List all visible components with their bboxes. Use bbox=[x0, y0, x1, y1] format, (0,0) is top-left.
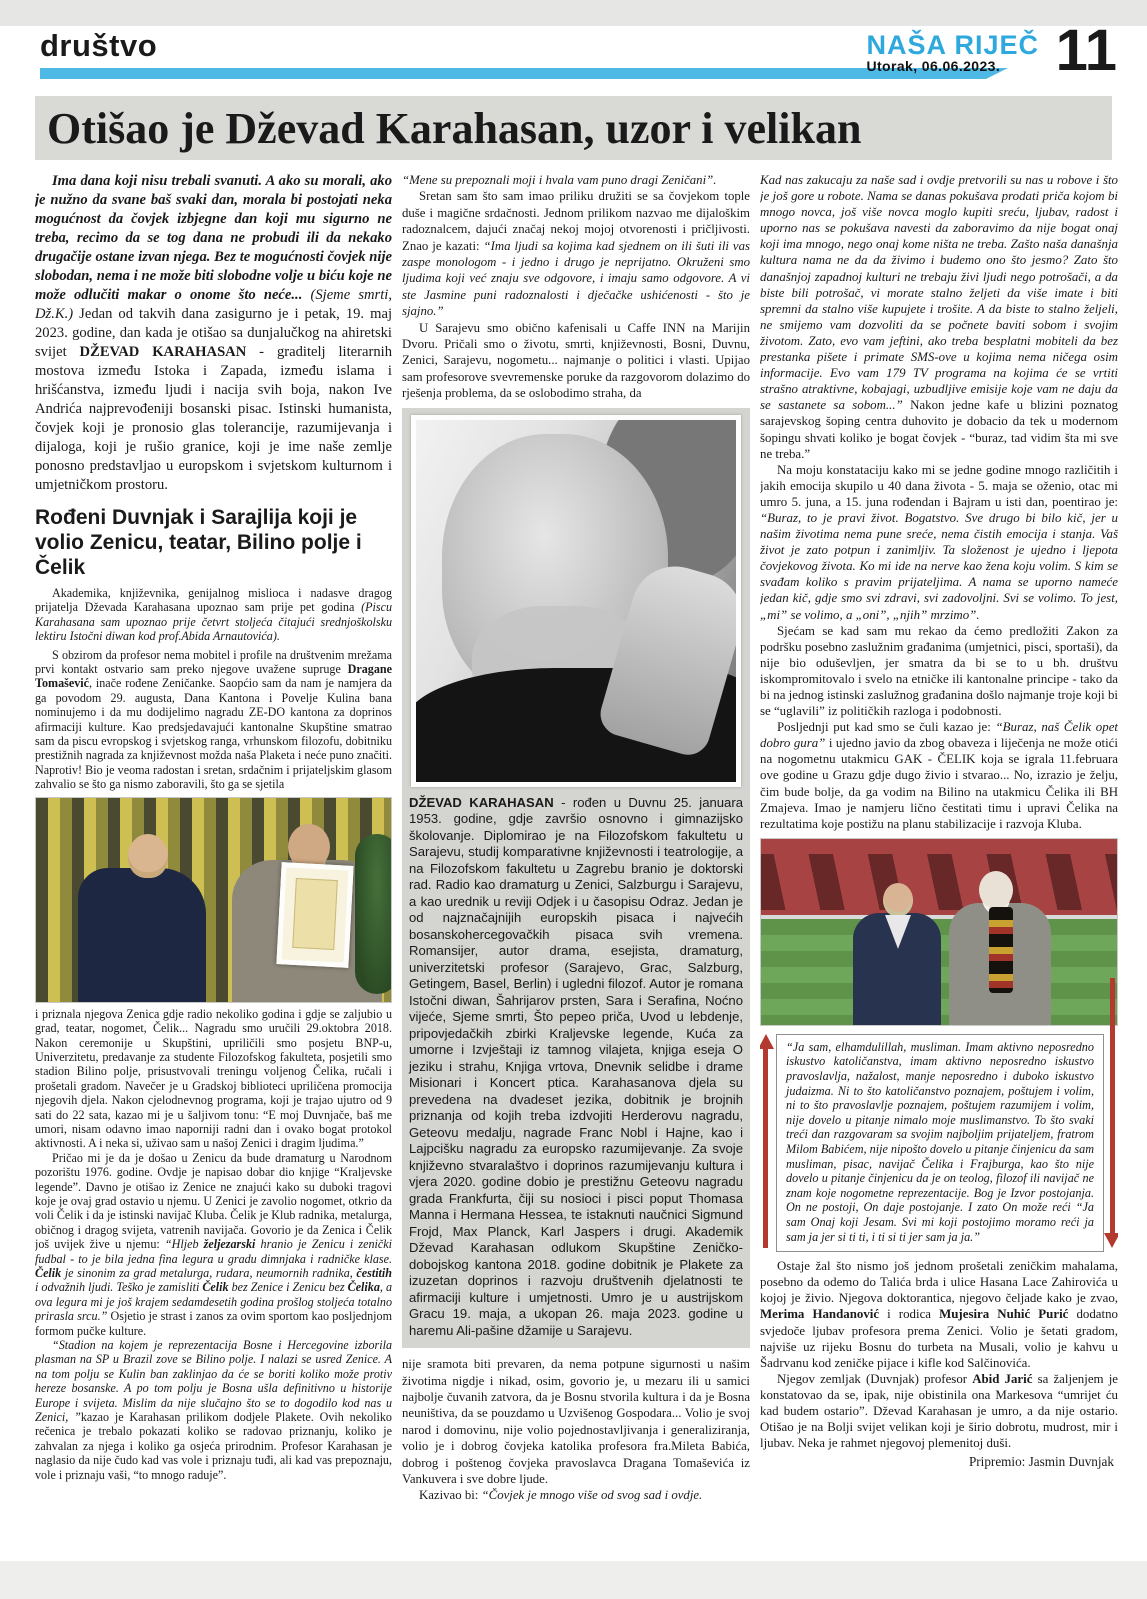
section-label: društvo bbox=[40, 28, 158, 63]
masthead-rule bbox=[40, 68, 1008, 79]
red-arrow-down-bar bbox=[1110, 978, 1115, 1234]
stadium-photo bbox=[760, 838, 1118, 1026]
paragraph: Njegov zemljak (Duvnjak) profesor Abid Jarić sa žaljenjem je konstatovao da se, ipak, nije obistinila ona Markesova “umrijet ću kad budem ostario”. Dževad Karahasan je umro, a da nije ostario. Otišao je na Bolji svijet velikan koji je širio dobrotu, mudrost, mir i ljubav. Neka je rahmet njegovoj plemenitoj duši. bbox=[760, 1371, 1118, 1451]
paragraph: S obzirom da profesor nema mobitel i profile na društvenim mrežama prvi kontakt ostvario sam preko njegove uvažene supruge Dragane Tomašević, inače rođene Zeničanke. Saopćio sam da nam je namjera da ga povodom 29. augusta, Dana Kantona i Povelje Kulina bana nominujemo i da mu dodijelimo nagradu ZE-DO kantona za doprinos afirmaciji kulture. Kao predsjedavajući kantonalne Skupštine smatrao sam da piscu evropskog i svjetskog ranga, vrhunskom filozofu, dobitniku prestižnih nagrada za književnost možda naša Plaketa i neće puno značiti. Naprotiv! Bio je veoma radostan i sretan, srdačnim i prijateljskim glasom zahvalio se što ga nismo zaboravili, što ga se sjetila bbox=[35, 647, 392, 792]
paragraph: Posljednji put kad smo se čuli kazao je: “Buraz, naš Čelik opet dobro gura” i ujedno javio da zbog obaveza i liječenja ne može otići na nogometnu utakmicu GAK - ČELIK koja se igrala 11.februara ove godine u Grazu gdje dugo živio i stvarao... No, izrazio je želju, čim bude bolje, da ga vodim na Bilino na utakmicu Čelika ili BH Zmajeva. Imao je namjeru lično čestitati timu i upravi Čelika na rezultatima koje postižu na planu stabilizacije i razvoja Kluba. bbox=[760, 720, 1118, 831]
headline-box bbox=[35, 96, 1112, 160]
newspaper-brand: NAŠA RIJEČ bbox=[866, 30, 1039, 60]
article-body bbox=[35, 172, 1118, 1559]
man-head bbox=[883, 883, 913, 917]
plaque-inner bbox=[292, 878, 338, 950]
man-in-suit-figure bbox=[78, 868, 206, 1003]
crosshead: Rođeni Duvnjak i Sarajlija koji je volio Zenicu, teatar, Bilino polje i Čelik bbox=[35, 506, 362, 579]
pull-quote-text: “Ja sam, elhamdulillah, musliman. Imam aktivno neposredno iskustvo katoličanstva, imam aktivno neposredno iskustvo pravoslavlja, nažalost, manje neposredno i duboko iskustvo judaizma. Ni to što katoličanstvo poznajem, poštujem i volim, ni to što pravoslavlje poznajem, poštujem razumijem i volim, nije dovelo u pitanje nimalo moje muslimanstvo. To što svaki treći dan razgovaram sa svojim najboljim prijateljem, fratrom Milom Babićem, nije nipošto dovelo u pitanje činjenicu da sam musliman, pisac, navijač Čelika i Frajburga, kao što nije dovelo u pitanje činjenicu da je on teolog, filozof ili navijač ne znam koje nogometne reprezentacije. Bog je Izvor postojanja. On ne postoji, On daje postojanje. I zato On može reći “Ja sam Onaj koji Jesam. Svi mi koji postojimo moramo reći ja sam ja jer si ti ti, i ti si ti jer sam ja ja.” bbox=[786, 1039, 1095, 1244]
page-number: 11 bbox=[1055, 18, 1117, 83]
paragraph: Pričao mi je da je došao u Zenicu da bude dramaturg u Narodnom pozorištu 1976. godine. Ovdje je napisao dobar dio knjige “Kraljevske legende”. Davno je otišao iz Zenice ne znajući kako su duboki tragovi koje je ovaj grad ostavio u njemu. U Zenici je zavolio nogomet, otkrio da voli Čelik i da je istinski navijač Kluba. Čelik je Klub radnika, metalurga, običnog i dragog svijeta, vatrenih navijača. Govorio je da Zenica i Čelik još uvijek žive u njemu: “Hljeb željezarski hranio je Zenicu i zenički fudbal - to je bila jedna fina legura u gradu dimnjaka i radničke klase. Čelik je sinonim za grad metalurga, rudara, neumornih radnika, čestitih i odvažnih ljudi. Teško je zamisliti Čelik bez Zenice i Zenicu bez Čelika, a ova legura mi je još krajem sedamdesetih godina prošlog stoljeća totalno prirasla srcu.” Osjetio je strast i zanos za ovim sportom kao posljednjom formom pučke kulture. bbox=[35, 1150, 392, 1338]
paragraph: U Sarajevu smo obično kafenisali u Caffe INN na Marijin Dvoru. Pričali smo o životu, smrti, književnosti, Bosni, Duvnu, Zenici, Sarajevu, nogometu... najmanje o politici i vlasti. Upijao sam profesorove svevremenske poruke da razgovorom dolazimo do rješenja problema, da se oslobodimo straha, da bbox=[402, 320, 750, 401]
red-arrow-up-bar bbox=[763, 1048, 768, 1248]
issue-date: Utorak, 06.06.2023. bbox=[866, 58, 1001, 74]
column-2 bbox=[402, 172, 750, 1559]
column-3 bbox=[760, 172, 1118, 1559]
celik-scarf bbox=[989, 907, 1013, 993]
red-arrow-up-icon bbox=[760, 1034, 774, 1049]
paragraph: Kazivao bi: “Čovjek je mnogo više od svog sad i ovdje. bbox=[419, 1488, 703, 1503]
award-ceremony-photo bbox=[35, 797, 392, 1003]
man-head bbox=[128, 834, 168, 878]
lead-paragraph: Ima dana koji nisu trebali svanuti. A ako su morali, ako je nužno da svane baš svaki dan, morala bi postojati neka mogućnost da čovjek izbjegne dan koji mu sigurno ne treba, recimo da se tog dana ne probudi ili da nekako drugačije ostane izvan njega. Bez te mogućnosti čovjek nije slobodan, nema i ne može biti slobodne volje u biću koje ne može odlučiti makar o onome što neće... (Sjeme smrti, Dž.K.) Jedan od takvih dana zasigurno je i petak, 19. maj 2023. godine, dan kada je otišao sa dunjalučkog na ahiretski svijet DŽEVAD KARAHASAN - graditelj literarnih mostova između Istoka i Zapada, između islama i hrišćanstva, između ljudi i nacija svih boja, nakon Ive Andrića najprevođeniji bosanski pisac. Istinski humanista, čovjek koji je pronosio glas tolerancije, razumijevanja i dijaloga, koji je rušio granice, koji je ime naše zemlje ponosno predstavljao u europskom i svjetskom kulturnom i umjetničkom prostoru. bbox=[35, 173, 392, 493]
karahasan-portrait-photo bbox=[416, 420, 736, 782]
masthead bbox=[40, 18, 1117, 86]
paragraph: Sretan sam što sam imao priliku družiti se sa čovjekom tople duše i magične srdačnosti. Jednom prilikom nazvao me dijaloškim radoznalcem, dajući značaj nekoj mojoj otvorenosti i pričljivosti. Znao je kazati: “Ima ljudi sa kojima kad sjednem on ili šuti ili vas zaspe monologom - i jedno i drugo je neprijatno. Okruženi smo ljudima koji već znaju sve odgovore, i imaju samo odgovore. A vi ste Jasmine puni radoznalosti i dječačke ushićenosti - što je sjajno.” bbox=[402, 189, 750, 319]
paragraph: Ostaje žal što nismo još jednom prošetali zeničkim mahalama, posebno da odemo do Talića brda i ulice Hasana Lace Zahirovića u kojoj je živio. Njegova doktorantica, njegovo čeljade kako je zvao, Merima Handanović i rodica Mujesira Nuhić Purić dodatno svjedoče ljubav profesora prema Zenici. Volio je šetati gradom, najviše uz rijeku Bosnu do turbeta na Musali, volio je kahvu u Šadrvanu kod zeničke pijace i kifle kod Salčinovića. bbox=[760, 1259, 1118, 1370]
paragraph: “Mene su prepoznali moji i hvala vam puno dragi Zeničani”. bbox=[402, 173, 717, 187]
plaque-certificate bbox=[276, 862, 353, 968]
karahasan-head bbox=[979, 871, 1013, 909]
paragraph: Na moju konstataciju kako mi se jedne godine mnogo različitih i jakih emocija skupilo u 40 dana života - 5. maja se oženio, otac mi umro 5. juna, a 15. juna rođendan i Bajram u isti dan, poentirao je: “Buraz, to je pravi život. Bogatstvo. Sve drugo bi bilo kič, jer u našim životima nema pune sreće, nema čistih emocija i stanja. Vaš život je zato potpun i zanimljiv. Ta složenost je ujedno i ljepota čovjekovog života. Ko mi ide na nerve kao žena koju volim. S kim se svađam koliko s pravim prijateljima. A nama se uporno nameće jedan kič, gdje smo svi zdravi, svi zadovoljni. Svi se volimo. To jest, „mi” se volimo, a „oni”, „njih” mrzimo”. bbox=[760, 462, 1118, 622]
page-top-margin bbox=[0, 0, 1147, 26]
paragraph: Sjećam se kad sam mu rekao da ćemo predložiti Zakon za podršku posebno zaslužnim građanima (umjetnici, pisci, sportaši), da nije bio oduševljen, jer smatra da bi se to u bh. društvu iskompromitovalo i svelo na etničke ili kantonalne principe - tako da bi na jednog istinski zaslužnog građanina došlo najmanje troje koji bi se “uglavili” iz političkih razloga i podobnosti. bbox=[760, 623, 1118, 719]
paragraph: “Stadion na kojem je reprezentacija Bosne i Hercegovine izborila plasman na SP u Brazil zove se Bilino polje. I nalazi se usred Zenice. A na tom polju se Kulin ban zaklinjao da će se boriti koliko može protiv hereze bosanske. A po tom polju je Bosna ušla definitivno u historije Europe i svijeta. Mislim da nije slučajno što se to dogodilo kod nas u Zenici, ”kazao je Karahasan prilikom dodjele Plakete. Ovih nekoliko rečenica je trebalo pokazati koliko se radovao priznanju, koliko je zahvalan za njega i koliko ga osjeća prirodnim. Profesor Karahasan je naglasio da nije čudo kad vas vole i priznaju tuđi, ali kad vas prepoznaju, vole i priznaju vaši, “to mnogo raduje”. bbox=[35, 1338, 392, 1482]
pull-quote-box bbox=[776, 1034, 1104, 1252]
biography-text: DŽEVAD KARAHASAN - rođen u Duvnu 25. januara 1953. godine, gdje završio osnovno i gimnazijsko školovanje. Diplomirao je na Filozofskom fakultetu u Sarajevu, studij komparativne književnosti i teatrologije, a na Filozofskom fakultetu u Zagrebu branio je doktorski rad. Radio kao dramaturg u Zenici, Salzburgu i Sarajevu, a kao urednik u reviji Odjek i u časopisu Odraz. Jedan je od najznačajnijih europskih pisaca i najvećih bosanskohercegovačkih pisaca svih vremena. Romansijer, autor drama, esejista, dramaturg, univerzitetski profesor (Sarajevo, Grac, Salzburg, Getingem, Basel, Berlin) i ugledni filozof. Autor je romana Istočni diwan, Šahrijarov prsten, Sara i Serafina, Noćno vijeće, Sjeme smrti, Što pepeo priča, Uvod u lebdenje, pripovjedačkih zbirki Kraljevske legende, Kuća za umorne i Izvještaji iz tamnog vilajeta, knjiga eseja O jeziku i strahu, Knjiga vrtova, Dnevnik selidbe i drame Misionari i Koncert ptica. Karahasanova djela su prevedena na dvadeset jezika, dobitnik je brojnih priznanja od kojih treba izdvojiti Herderovu nagradu, Geteovu medalju, nagrade Franc Nobl i Hajne, kao i Lajpcišku nagradu za europsko razumijevanje. Za svoje književno stvaralaštvo i doprinos razumijevanju kultura i vjera 2020. godine dobio je prestižnu Geteovu nagradu grada Frankfurta, čiji su nosioci i pisci poput Thomasa Manna i Hermana Hessea, te istaknuti naučnici Sigmund Frojd, Max Planck, Karl Jaspers i drugi. Akademik Dževad Karahasan odlukom Skupštine Zeničko-dobojskog kantona 2018. godine dobitnik je Plakete za izuzetan doprinos i razvoju društvenih djelatnosti te afirmaciji kulture i umjetnosti. Umro je u austrijskom Gracu 19. maja, a ukopan 26. maja 2023. godine u haremu Ali-pašine džamije u Sarajevu. bbox=[409, 794, 743, 1338]
paragraph: nije sramota biti prevaren, da nema potpune sigurnosti u našim životima nigdje i nikad, osim, govorio je, u mezaru ili u samici najbolje čuvanih zatvora, da je Bosnu stvorila kultura i da je Bosna neuništiva, da se pouzdamo u Uzvišenog Gospodara... Volio je svoj narod i domovinu, nije volio pojednostavljivanja i generaliziranja, volio je i dobrog čovjeka katolika profesora fra.Mileta Babića, dobrog i poštenog čovjeka pravoslavca Dragana Tomaševića iz Vankuvera i sve dobre ljude. bbox=[402, 1357, 750, 1487]
paragraph: Akademika, književnika, genijalnog mislioca i nadasve dragog prijatelja Dževada Karahasana upoznao sam prije pet godina (Piscu Karahasana sam upoznao prije četvrt stoljeća čitajući srednjoškolsku lektiru Istočni diwan kod prof.Abida Arnautovića). bbox=[35, 586, 392, 644]
portrait-frame bbox=[411, 415, 741, 787]
celik-seat-letters bbox=[761, 854, 1117, 910]
byline: Pripremio: Jasmin Duvnjak bbox=[968, 1454, 1114, 1470]
paragraph: Kad nas zakucaju za naše sad i ovdje pretvorili su nas u robove i što je još gore u robote. Nama se danas pokušava prodati priča kojom bi mnogo novca, još više novca moglo kupiti sreću, ljubav, radost i uporno nas se pokušava navesti da zaboravimo da nije bogat onaj koji ima mnogo, nego onaj kome ništa ne treba. Zašto naša današnja kultura nama ne da da živimo i budemo ono što jesmo? Zato što današnjoj zapadnoj kulturi ne trebaju živi ljudi nego potrošači, a da biste bili potrošač, vi morate stalno željeti da više imate i biti spremni da stalno više kupujete i trošite. A da biste to stalno željeli, ne smijemo vam dozvoliti da se počnete baviti sobom i svojim životom. Zato, evo vam jeftini, ako treba besplatni mobiteli da bez prestanka pišete i primate SMS-ove u kojima nema ničega osim informacije. Evo vam 179 TV programa na kojima će se vrtiti strašno atraktivne, kobajagi, uzbudljive emisije koje vam ne daju da se sastanete sa sobom...” Nakon jedne kafe u blizini poznatog sarajevskog šoping centra duhovito je dobacio da tek u modernom šopingu shvati koliko je bogat čovjek - “buraz, tad vidim šta mi sve ne treba.” bbox=[760, 173, 1118, 461]
page-bottom-margin bbox=[0, 1561, 1147, 1599]
plant-decoration bbox=[355, 834, 392, 994]
paragraph: i priznala njegova Zenica gdje radio nekoliko godina i gdje se zaljubio u grad, teatar, nogomet, Čelik... Nagradu smo uručili 29.oktobra 2018. Nakon ceremonije u Skupštini, upriličili smo posjetu BNP-u, Univerzitetu, predavanje za studente Filozofskog fakulteta, posjetili smo stadion Bilino polje, prisustvovali treningu voljenog Čelika, ručali i prošetali gradom. Navečer je u Gradskoj biblioteci upriličena promocija njegovih djela. Nakon cjelodnevnog programa, koji je trajao ujutro od 9 sati do 22 sata, kazao mi je u šaljivom tonu: “E moj Duvnjače, baš me umori, nisam odavno imao naporniji radni dan i ovako bogat protokol aktivnosti. A i neka si, uživao sam u našoj Zenici i dragim ljudima.” bbox=[35, 1006, 392, 1151]
pull-quote-block bbox=[776, 1034, 1104, 1252]
red-arrow-down-icon bbox=[1104, 1233, 1118, 1248]
article-headline: Otišao je Dževad Karahasan, uzor i velikan bbox=[47, 104, 862, 153]
column-1 bbox=[35, 172, 392, 1559]
brand-block bbox=[866, 32, 1039, 74]
biography-box bbox=[402, 408, 750, 1349]
